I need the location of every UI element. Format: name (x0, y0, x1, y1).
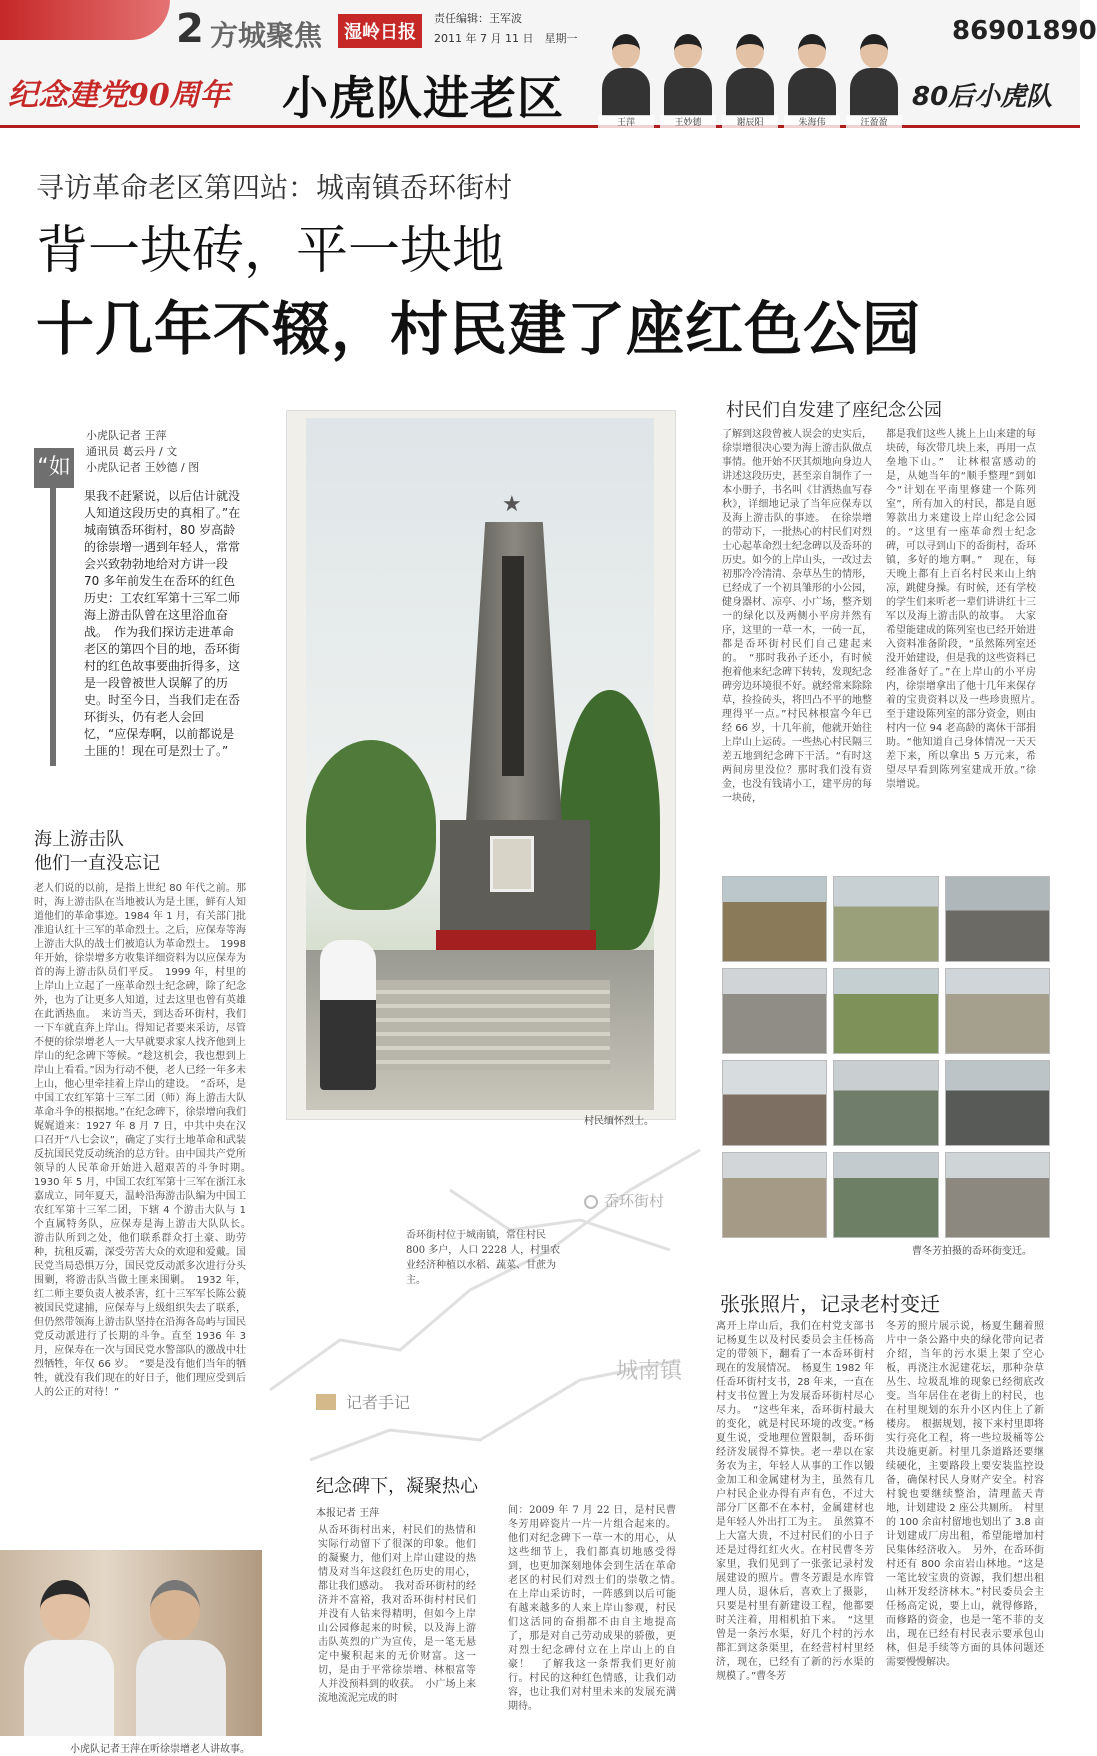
paper-logo: 湿岭日报 (338, 14, 422, 48)
note-body-1: 从岙环街村出来，村民们的热情和实际行动留下了很深的印象。他们的凝聚力，他们对上岸山建设的热情及对当年这段红色历史的用心，都让我们感动。 我对岙环街村的经济并不富裕，我对岙环街村村民们并没有人钻来得精明，但如今上岸山公园修起来的时候，以及海上游击队英烈的广为宣传，是一笔无悬定中聚积起来的无价财富。这一切，是由于平常徐崇增、林根富等人并没预料到的收获。 小广场上来流地流泥完成的时 (318, 1525, 476, 1704)
page-number: 2 (176, 6, 204, 52)
reporter-name: 王萍 (598, 115, 654, 128)
person-head (40, 1580, 90, 1640)
byline: 小虎队记者 王萍 (86, 429, 167, 442)
map-outline (250, 1130, 720, 1510)
reporter-name: 汪盈盈 (846, 115, 902, 128)
section-title-guerrilla (34, 828, 160, 876)
village-change-photos (722, 876, 1050, 1238)
note-byline: 本报记者 王萍 (316, 1508, 380, 1519)
section-name: 方城聚焦 (210, 19, 323, 52)
anniversary-logo: 纪念建党90周年 (8, 78, 230, 113)
avatar (722, 26, 778, 126)
grid-photo (833, 1060, 938, 1146)
location-marker-icon (584, 1195, 598, 1209)
note-body-2: 间：2009 年 7 月 22 日，是村民曹冬芳用碎瓷片一片一片组合起来的。他们对纪念碑下一草一木的用心，从这些细节上，我们都真切地感受得到，也更加深刻地体会到生活在革命老区的村民们对烈士们的崇敬之情。 在上岸山采访时，一阵感到以后可能有越来越多的人来上岸山参观，村民们这活同的奋捐都不由自主地提高了，那是对自己劳动成果的骄傲，更对烈士纪念碑付立在上岸山上的自豪！ 了解我这一条帮我们更好前行。村民的这种红色情感，让我们动容，也让我们对村里未来的发展充满期待。 (508, 1505, 686, 1712)
person-body (136, 1640, 226, 1736)
reporter-name: 谢辰阳 (722, 115, 778, 128)
map-label-village: 岙环街村 (604, 1192, 665, 1210)
section-title-line: 他们一直没忘记 (34, 853, 160, 874)
section-title-park: 村民们自发建了座纪念公园 (726, 400, 942, 421)
grid-photo (722, 876, 827, 962)
person-figure (320, 940, 376, 1090)
photo-caption: 村民缅怀烈士。 (584, 1116, 654, 1127)
monument-inscription (502, 556, 524, 776)
grid-photo (722, 968, 827, 1054)
note-tag-icon (316, 1394, 336, 1410)
quote-mark-icon: “如 (34, 448, 74, 488)
grid-photo (945, 1060, 1050, 1146)
martyr-portrait (490, 836, 534, 892)
avatar (846, 26, 902, 126)
grid-photo (945, 1152, 1050, 1238)
grid-photo (945, 968, 1050, 1054)
brand-logo: 80后小虎队 (912, 82, 1053, 112)
grid-photo (722, 1060, 827, 1146)
article-body-change-2: 冬芳的照片展示说，杨夏生翻着照片中一条公路中央的绿化带向记者介绍，当年的污水渠上架了空心板，再浇注水泥建花坛，那种杂草丛生、垃圾乱堆的现象已经彻底改变。当年居住在老街上的村民，也在村里规划的东升小区内住上了新楼房。 根据规划，接下来村里即将实行亮化工程，将一些垃圾桶等公共设施更新。村里几条道路还要继续硬化，主要路段上要安装监控设备，确保村民人身财产安全。村容村貌也要继续整治，清理蓝天青地，计划建设 2 座公共厕所。 村里的 100 余亩村留地也划出了 3.8 亩计划建成厂房出租，希望能增加村民集体经济收入。 另外，在岙环街村还有 800 余亩岩山林地。“这是一笔比较宝贵的资源，我们想出租山林开发经济林木。”村民委员会主任杨高定说，要上山，就得修路，而修路的资金，也是一笔不菲的支出，现在已经有村民表示要承包山林，但是手续等方面的具体问题还需要慢慢解决。 (886, 1321, 1044, 1668)
photo-caption: 曹冬芳拍摄的岙环街变迁。 (912, 1246, 1032, 1257)
byline: 小虎队记者 王妙德 / 图 (86, 461, 200, 474)
editor-line: 责任编辑：王军波 (434, 12, 522, 25)
photo-caption: 小虎队记者王萍在听徐崇增老人讲故事。 (70, 1744, 250, 1755)
reporter-name: 王妙德 (660, 115, 716, 128)
tree-icon (306, 740, 436, 910)
grid-photo (945, 876, 1050, 962)
quote-bar (50, 488, 56, 766)
article-body-right-1: 了解到这段曾被人误会的史实后，徐崇增很决心要为海上游击队做点事情。他开始不厌其烦地向身边人讲述这段历史，甚至亲自制作了一本小册子，书名叫《甘洒热血写春秋》，详细地记录了当年应保寿以及海上游击队的事迹。 在徐崇增的带动下，一批热心的村民们对烈士心起革命烈士纪念碑以及岙环的历史。如今的上岸山头，一改过去初那冷冷清清、杂草丛生的情形，已经成了一个初具雏形的小公园，健身器材、凉亭、小广场，整齐划一的绿化以及两侧小平房并然有序，这里的一草一木，一砖一瓦，都是岙环街村民们自己建起来的。 “那时我孙子还小，有时候抱着他来纪念碑下转转，发现纪念碑旁边环境很不好。就经常来除除草，捡捡砖头，将凹凸不平的地整理得平一点。”村民林根富今年已经 66 岁，十几年前，他就开始往上岸山上运砖。一些热心村民隔三差五地到纪念碑下干活。“有时这两间房里没位？那时我们没有资金，也没有钱请小工，建平房的每一块砖， (722, 429, 872, 804)
monument-stairs (360, 980, 610, 1070)
avatar (598, 26, 654, 126)
person-body (24, 1640, 114, 1736)
map-caption: 岙环街村位于城南镇，常住村民 800 多户，人口 2228 人，村里农业经济种植以水稻、蔬菜、甘蔗为主。 (406, 1230, 561, 1286)
headline-kicker: 寻访革命老区第四站：城南镇岙环街村 (36, 171, 513, 204)
article-body-right-2: 都是我们这些人挑上上山来建的每块砖，每次带几块上来，再用一点垒地下山。” 让林根富感动的是，从她当年的“顺手整理”到如今“计划在平南里修建一个陈列室”，所有加入的村民，都是自愿筹款出力来建设上岸山纪念公园的。“这里有一座革命烈士纪念碑，可以寻到山下的岙街村，岙环镇，多好的地方啊。” 现在，每天晚上都有上百名村民来山上纳凉，跳健身操。有时候，还有学校的学生们来听老一辈们讲讲红十三军以及海上游击队的故事。 大家希望能建成的陈列室也已经开始进入资料准备阶段，“虽然陈列室还没开始建设，但是我的这些资料已经准备好了。”在上岸山的小平房内，徐崇增拿出了他十几年来保存着的宝贵资料以及一些珍贵照片。 至于建设陈列室的部分资金，则由村内一位 94 老高龄的离休干部捐助。“他知道自己身体情况一天天差下来，所以拿出 5 万元来，希望尽早看到陈列室建成开放。”徐崇增说。 (886, 429, 1046, 790)
grid-photo (722, 1152, 827, 1238)
avatar (660, 26, 716, 126)
column-title: 小虎队进老区 (282, 71, 564, 125)
grid-photo (833, 968, 938, 1054)
headline-sub: 十几年不辍，村民建了座红色公园 (36, 295, 922, 363)
hotline-number: 86901890 (952, 16, 1097, 46)
red-ribbon-graphic (0, 0, 170, 40)
reporter-name: 朱海伟 (784, 115, 840, 128)
headline-main: 背一块砖，平一块地 (36, 221, 505, 281)
section-title-line: 海上游击队 (34, 829, 124, 850)
star-icon: ★ (502, 492, 522, 517)
grid-photo (833, 1152, 938, 1238)
note-title: 纪念碑下，凝聚热心 (316, 1476, 478, 1497)
date-line: 2011 年 7 月 11 日 星期一 (434, 32, 578, 45)
reporter-portraits (598, 26, 908, 126)
note-heading: 记者手记 (346, 1393, 411, 1412)
map-label-town: 城南镇 (616, 1359, 683, 1384)
section-title-change: 张张照片，记录老村变迁 (720, 1292, 940, 1316)
byline: 通讯员 葛云丹 / 文 (86, 445, 178, 458)
article-body-left: 老人们说的以前，是指上世纪 80 年代之前。那时，海上游击队在当地被认为是土匪，鲜有人知道他们的革命事迹。1984 年 1 月，有关部门批准追认红十三军的革命烈士。之后，应保寿等海上游击大队的战士们被追认为革命烈士。 1998 年开始，徐崇增多方收集详细资料为以应保寿为首的海上游击队员们平反。 1999 年，村里的上岸山上立起了一座革命烈士纪念碑，除了纪念外，也为了让更多人知道，过去这里也曾有英雄在此洒热血。 来访当天，到达岙环街村，我们一下车就直奔上岸山。得知记者要来采访，尽管不便的徐崇增老人一大早就要求家人找齐他到上岸山的纪念碑下等候。“趁这机会，我也想到上岸山上看看。”因为行动不便，老人已经一年多未上山，他心里牵挂着上岸山的建设。 “岙环，是中国工农红军第十三军二团（师）海上游击大队革命斗争的根据地。”在纪念碑下，徐崇增向我们娓娓道来：1927 年 8 月 7 日，中共中央在汉口召开“八七会议”，确定了实行土地革命和武装反抗国民党反动统治的总方针。由中国共产党所领导的人民革命开始进入超艰苦的斗争时期。 1930 年 5 月，中国工农红军第十三军在浙江永嘉成立，同年夏天，温岭沿海游击队编为中国工农红军第十三军二团，下辖 4 个游击大队与 1 个直属特务队，应保寿是海上游击大队队长。 游击队所到之处，他们联系群众打土豪、助劳种，抗租反霸，深受劳苦大众的欢迎和爱戴。国民党当局恐惧万分，国民党反动派多次进行分头围剿，将游击队当做土匪来围剿。 1932 年，红二师主要负责人被杀害，红十三军军长陈公藐被国民党逮捕，应保寿与上级组织失去了联系，但仍然带领海上游击队坚持在沿海各岛屿与国民党反动派进行了长期的斗争。直至 1936 年 3 月，应保寿在一次与国民党水警部队的激战中壮烈牺牲，年仅 66 岁。 “要是没有他们当年的牺牲，就没有我们现在的好日子，他们理应受到后人的公正的对待！” (34, 883, 256, 1398)
avatar (784, 26, 840, 126)
article-body-change-1: 离开上岸山后，我们在村党支部书记杨夏生以及村民委员会主任杨高定的带领下，翻看了一本岙环街村现在的发展情况。 杨夏生 1982 年任岙环街村支书，28 年来，一直在村支书位置上为发展岙环街村尽心尽力。 “这些年来，岙环街村最大的变化，就是村民环境的改变。”杨夏生说，受地理位置限制，岙环街经济发展得不算快。老一辈以在家务农为主，年轻人从事的工作以锻金加工和金属建材为主，虽然有几户村民企业办得有声有色，不过大部分厂区都不在本村，金属建材也是年轻人外出打工为主。 虽然算不上大富大贵，不过村民们的小日子还是过得红红火火。在村民曹冬芳家里，我们见到了一张张记录村发展建设的照片。曹冬芳跟是水库管理人员，退休后，喜欢上了摄影，只要是村里有新建设工程，他都要时关注着，用相机拍下来。 “这里曾是一条污水渠，好几个村的污水都汇到这条渠里，在经营村村里经济，现在，已经有了新的污水渠的规模了。”曹冬芳 (716, 1321, 874, 1682)
grid-photo (833, 876, 938, 962)
byline-block (86, 428, 199, 476)
person-head (150, 1580, 200, 1640)
lead-paragraph: 果我不赶紧说，以后估计就没人知道这段历史的真相了。”在城南镇岙环街村，80 岁高龄的徐崇增一遇到年轻人，常常会兴致勃勃地给对方讲一段 70 多年前发生在岙环的红色历史：工农红军第十三军二师海上游击队曾在这里浴血奋战。 作为我们探访走进革命老区的第四个目的地，岙环街村的红色故事要曲折得多，这是一段曾被世人误解了的历史。时至今日，当我们走在岙环街头，仍有老人会回忆，“应保寿啊，以前都说是土匪的！现在可是烈士了。” (84, 489, 241, 758)
